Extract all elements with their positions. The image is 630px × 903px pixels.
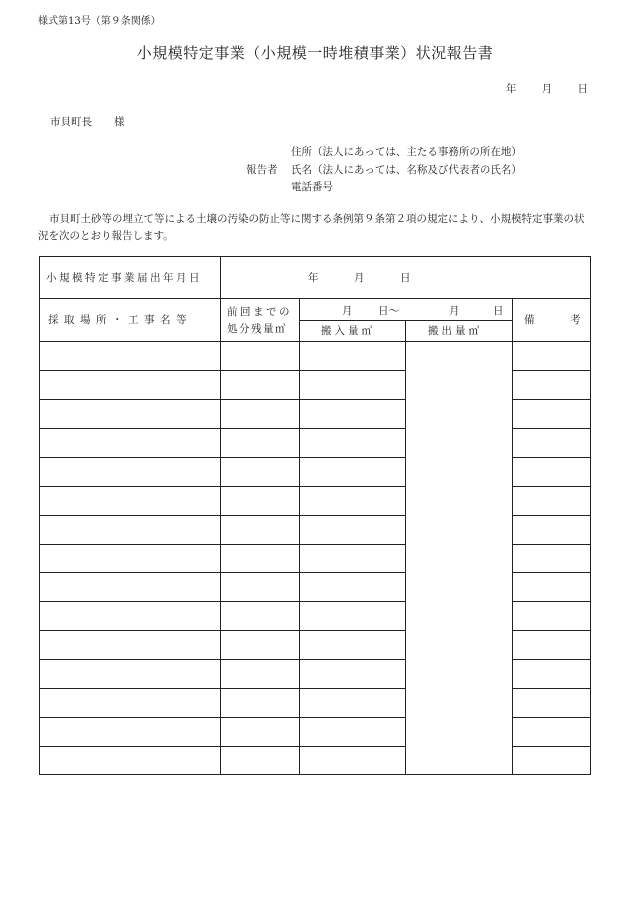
col-remarks-header-1: 備	[524, 314, 535, 326]
table-row-rule	[512, 746, 590, 747]
col-previous-header-line1: 前回までの	[227, 306, 292, 318]
table-rule	[220, 257, 221, 775]
table-row-rule	[40, 370, 406, 371]
col-outbound-header: 搬出量㎥	[428, 325, 482, 337]
table-row-rule	[512, 659, 590, 660]
report-table	[39, 256, 591, 775]
notification-date-month: 月	[354, 272, 365, 284]
table-row-rule	[40, 688, 406, 689]
period-day-to: 日	[493, 305, 504, 317]
reporter-label: 報告者	[246, 164, 278, 176]
table-rule	[405, 320, 406, 341]
table-row-rule	[512, 486, 590, 487]
notification-date-day: 日	[400, 272, 411, 284]
page-title: 小規模特定事業（小規模一時堆積事業）状況報告書	[136, 44, 494, 62]
table-row-rule	[40, 457, 406, 458]
table-row-rule	[40, 399, 406, 400]
table-row-rule	[512, 428, 590, 429]
table-row-rule	[40, 486, 406, 487]
form-number: 様式第13号（第９条関係）	[38, 16, 161, 27]
table-row-rule	[512, 688, 590, 689]
table-row-rule	[512, 515, 590, 516]
addressee-honorific: 様	[114, 116, 125, 128]
table-row-rule	[512, 544, 590, 545]
table-row-rule	[40, 428, 406, 429]
addressee-name: 市貝町長	[50, 116, 92, 128]
table-rule	[40, 341, 590, 342]
table-row-rule	[40, 630, 406, 631]
period-month-from: 月	[342, 305, 353, 317]
table-row-rule	[512, 370, 590, 371]
table-row-rule	[512, 457, 590, 458]
table-row-rule	[40, 746, 406, 747]
table-row-rule	[512, 717, 590, 718]
table-row-rule	[40, 601, 406, 602]
notification-date-label: 小規模特定事業届出年月日	[46, 272, 202, 284]
report-date-line	[484, 84, 588, 95]
date-day-label: 日	[577, 83, 588, 95]
reporter-address-label: 住所（法人にあっては、主たる事務所の所在地）	[291, 146, 522, 158]
table-row-rule	[512, 572, 590, 573]
date-month-label: 月	[541, 83, 553, 95]
notification-date-year: 年	[308, 272, 319, 284]
table-row-rule	[512, 399, 590, 400]
table-row-rule	[40, 544, 406, 545]
body-paragraph: 市貝町土砂等の埋立て等による土壌の汚染の防止等に関する条例第９条第２項の規定により、小規模特定事業の状況を次のとおり報告します。	[38, 213, 585, 242]
col-remarks-header-2: 考	[570, 314, 581, 326]
table-row-rule	[512, 601, 590, 602]
table-rule	[40, 298, 590, 299]
table-row-rule	[40, 572, 406, 573]
date-year-label: 年	[505, 83, 517, 95]
table-row-rule	[512, 630, 590, 631]
col-previous-header-line2: 処分残量㎥	[227, 323, 287, 335]
table-row-rule	[40, 659, 406, 660]
col-inbound-header: 搬入量㎥	[321, 325, 375, 337]
period-month-to: 月	[449, 305, 460, 317]
addressee	[50, 117, 125, 128]
period-day-from: 日〜	[378, 305, 399, 317]
reporter-name-label: 氏名（法人にあっては、名称及び代表者の氏名）	[291, 164, 522, 176]
reporter-phone-label: 電話番号	[291, 181, 333, 193]
col-location-header: 採取場所・工事名等	[48, 314, 192, 326]
table-column-rule	[405, 341, 406, 775]
table-row-rule	[40, 515, 406, 516]
table-row-rule	[40, 717, 406, 718]
